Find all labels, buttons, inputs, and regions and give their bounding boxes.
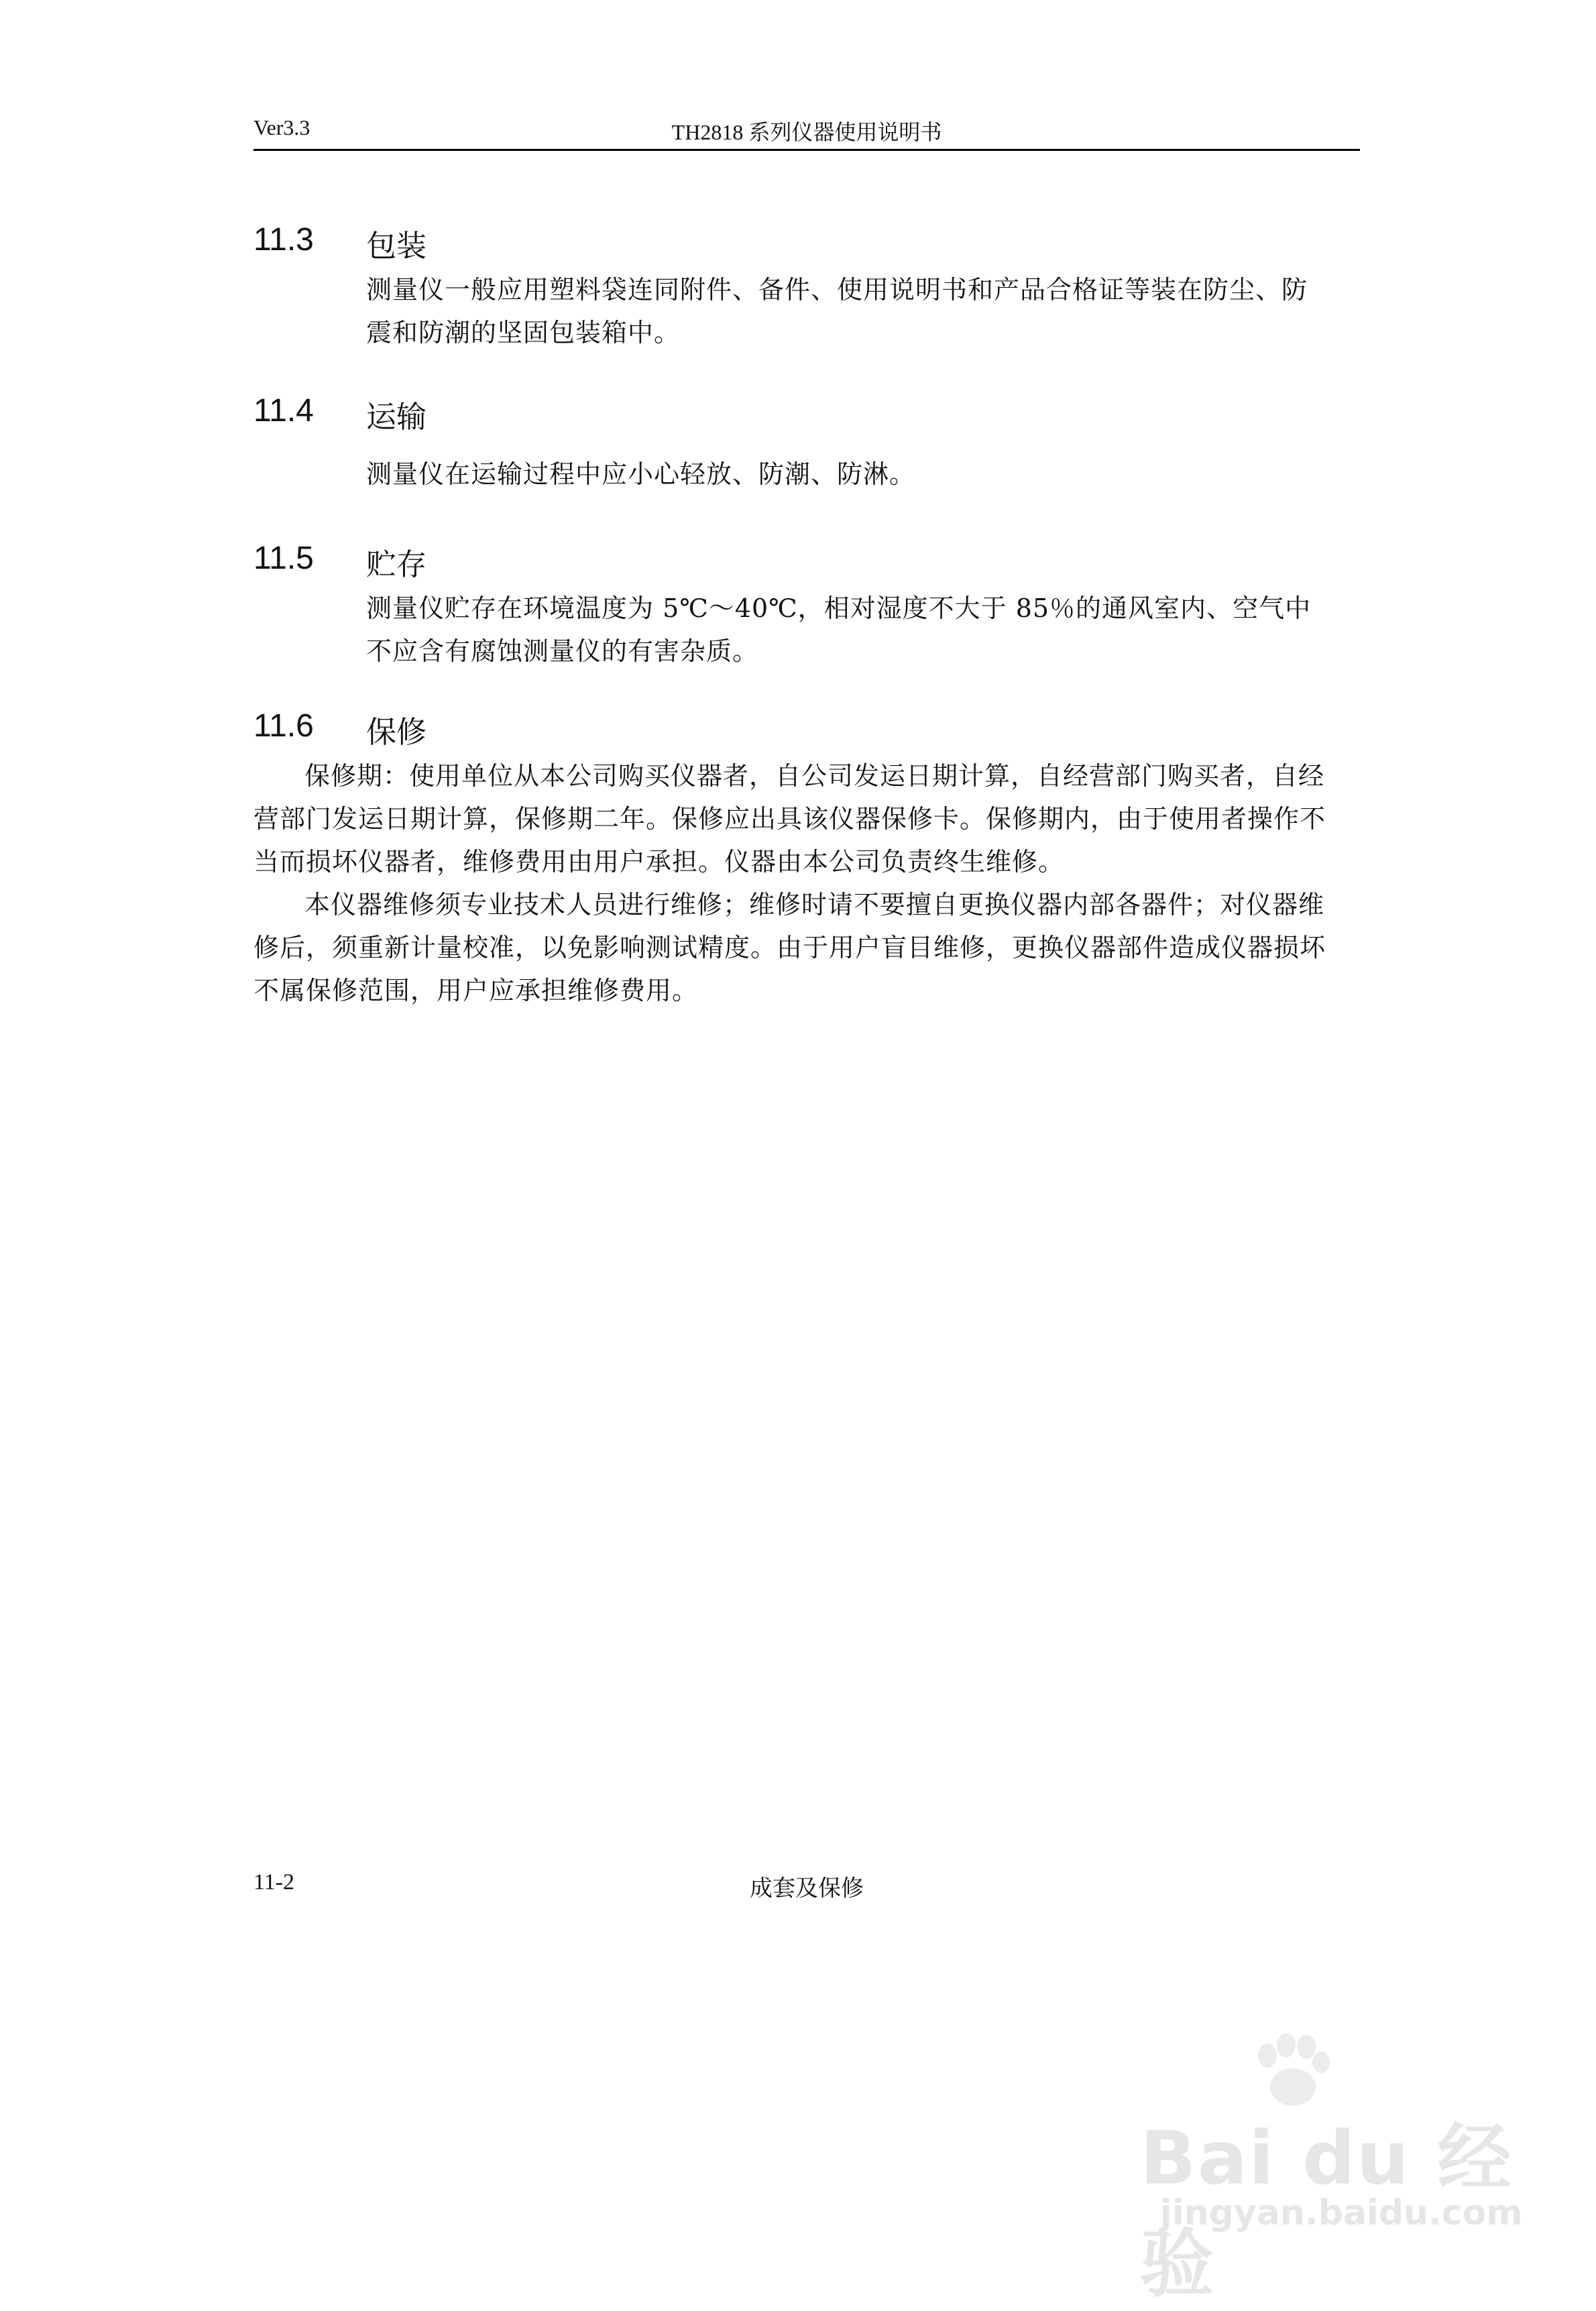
chapter-title: 成套及保修 <box>750 1875 864 1902</box>
section-number: 11.6 <box>253 708 314 744</box>
paragraph: 测量仪一般应用塑料袋连同附件、备件、使用说明书和产品合格证等装在防尘、防震和防潮的坚固包装箱中。 <box>366 275 1308 347</box>
section-title: 保修 <box>366 714 427 750</box>
section-packaging <box>253 221 1360 354</box>
page-header <box>253 113 1360 151</box>
paragraph: 本仪器维修须专业技术人员进行维修；维修时请不要擅自更换仪器内部各器件；对仪器维修后，须重新计量校准，以免影响测试精度。由于用户盲目维修，更换仪器部件造成仪器损坏不属保修范围，用户应承担维修费用。 <box>253 890 1326 1005</box>
paragraph: 测量仪贮存在环境温度为 5℃～40℃，相对湿度不大于 85％的通风室内、空气中不应含有腐蚀测量仪的有害杂质。 <box>366 594 1312 666</box>
section-heading <box>253 708 1360 754</box>
section-storage <box>253 540 1360 673</box>
paragraph: 测量仪在运输过程中应小心轻放、防潮、防淋。 <box>366 459 916 489</box>
section-body <box>366 453 1325 496</box>
section-number: 11.5 <box>253 541 314 576</box>
section-heading <box>253 392 1360 439</box>
section-body <box>366 268 1325 354</box>
section-number: 11.3 <box>253 222 314 258</box>
section-body <box>366 587 1325 673</box>
header-title: TH2818 系列仪器使用说明书 <box>671 120 942 144</box>
section-transport <box>253 392 1360 496</box>
section-heading <box>253 540 1360 587</box>
section-number: 11.4 <box>253 393 314 429</box>
watermark-brand: Bai du 经验 <box>1140 2115 1513 2307</box>
section-title: 包装 <box>366 228 427 264</box>
header-version: Ver3.3 <box>253 115 310 139</box>
watermark-url: jingyan.baidu.com <box>1160 2193 1523 2233</box>
baidu-watermark <box>1140 2032 1556 2307</box>
page-number: 11-2 <box>253 1870 295 1895</box>
section-warranty <box>253 708 1360 1012</box>
section-title: 运输 <box>366 399 427 435</box>
section-body <box>253 754 1326 1012</box>
page-footer <box>253 1870 1360 1903</box>
paragraph: 保修期：使用单位从本公司购买仪器者，自公司发运日期计算，自经营部门购买者，自经营部门发运日期计算，保修期二年。保修应出具该仪器保修卡。保修期内，由于使用者操作不当而损坏仪器者，维修费用由用户承担。仪器由本公司负责终生维修。 <box>253 761 1326 877</box>
section-heading <box>253 221 1360 268</box>
section-title: 贮存 <box>366 547 427 582</box>
